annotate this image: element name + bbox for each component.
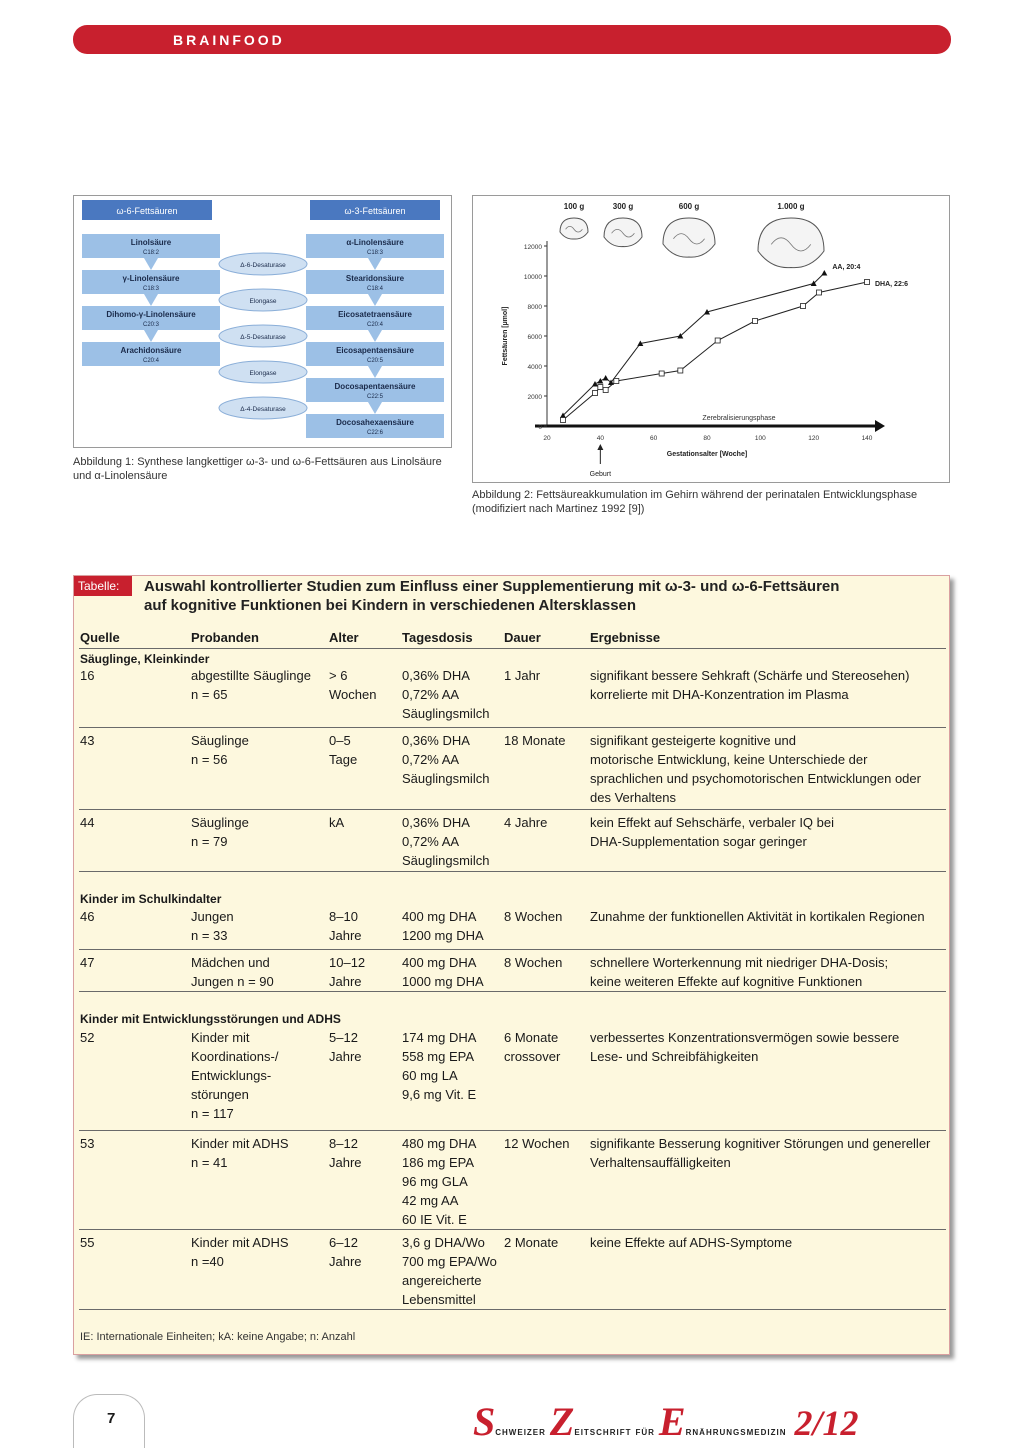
cell-ergebnisse: DHA-Supplementation sogar geringer: [590, 834, 807, 849]
cell-tagesdosis: 1200 mg DHA: [402, 928, 484, 943]
cell-quelle: 53: [80, 1136, 95, 1151]
cell-dauer: 18 Monate: [504, 733, 566, 748]
col-header-probanden: Probanden: [191, 630, 259, 645]
cell-ergebnisse: schnellere Worterkennung mit niedriger DHA-Dosis;: [590, 955, 889, 970]
y-tick-label: 6000: [527, 334, 542, 341]
cell-dauer: crossover: [504, 1049, 561, 1064]
cell-alter: 8–12: [329, 1136, 358, 1151]
cell-probanden: n = 33: [191, 928, 228, 943]
dha-point: [561, 418, 566, 423]
journal-word-4: RNÄHRUNGSMEDIZIN: [685, 1428, 787, 1437]
x-tick-label: 120: [808, 435, 820, 442]
journal-letter-e: E: [658, 1399, 686, 1444]
dha-point: [659, 371, 664, 376]
cell-probanden: Säuglinge: [191, 815, 249, 830]
y-tick-label: 8000: [527, 304, 542, 311]
cell-probanden: Kinder mit: [191, 1030, 250, 1045]
cell-alter: Wochen: [329, 687, 377, 702]
brain-weight-label: 600 g: [678, 202, 700, 211]
cell-probanden: n =40: [191, 1254, 224, 1269]
omega6-box-name: γ-Linolensäure: [122, 274, 180, 283]
dha-point: [603, 388, 608, 393]
omega3-box-code: C20:5: [366, 358, 384, 364]
col-header-quelle: Quelle: [80, 630, 120, 645]
journal-word-2: EITSCHRIFT: [574, 1428, 632, 1437]
dha-trend-line: [563, 282, 867, 420]
aa-series-label: AA, 20:4: [832, 264, 861, 271]
omega6-box-name: Linolsäure: [130, 238, 172, 247]
figure-2-caption: Abbildung 2: Fettsäureakkumulation im Gehirn während der perinatalen Entwicklungsphase (modifiziert nach Martinez 1992 [9]): [472, 489, 918, 515]
cell-probanden: Jungen n = 90: [191, 974, 274, 989]
aa-point: [603, 375, 609, 381]
cell-alter: 8–10: [329, 909, 358, 924]
brain-weight-label: 1.000 g: [777, 202, 805, 211]
cell-ergebnisse: signifikante Besserung kognitiver Störungen und genereller: [590, 1136, 931, 1151]
omega3-box-name: α-Linolensäure: [346, 238, 404, 247]
cell-ergebnisse: korrelierte mit DHA-Konzentration im Plasma: [590, 687, 849, 702]
cell-alter: 5–12: [329, 1030, 358, 1045]
row-rule: [79, 727, 946, 728]
cell-tagesdosis: Säuglingsmilch: [402, 771, 490, 786]
enzyme-label: Elongase: [249, 370, 277, 377]
row-rule: [79, 1130, 946, 1131]
dha-point: [801, 304, 806, 309]
cell-dauer: 1 Jahr: [504, 668, 541, 683]
cell-dauer: 12 Wochen: [504, 1136, 570, 1151]
section-heading: Säuglinge, Kleinkinder: [80, 652, 210, 666]
cell-ergebnisse: motorische Entwicklung, keine Unterschiede der: [590, 752, 868, 767]
y-tick-label: 0: [538, 424, 542, 431]
cell-quelle: 55: [80, 1235, 95, 1250]
cell-probanden: Kinder mit ADHS: [191, 1136, 289, 1151]
journal-word-1: CHWEIZER: [495, 1428, 546, 1437]
brain-icon: [758, 218, 824, 268]
y-tick-label: 4000: [527, 364, 542, 371]
cell-tagesdosis: 3,6 g DHA/Wo: [402, 1235, 485, 1250]
cell-alter: > 6: [329, 668, 348, 683]
cell-tagesdosis: Lebensmittel: [402, 1292, 476, 1307]
omega3-box-code: C18:3: [366, 250, 384, 256]
cell-dauer: 8 Wochen: [504, 909, 563, 924]
cell-alter: Jahre: [329, 1254, 362, 1269]
dha-series-label: DHA, 22:6: [875, 281, 909, 288]
figure-2-fatty-acid-chart: [472, 195, 950, 483]
table-title-line-1: Auswahl kontrollierter Studien zum Einfluss einer Supplementierung mit ω-3- und ω-6-Fettsäuren: [144, 578, 840, 595]
aa-point: [597, 378, 603, 384]
brain-weight-label: 300 g: [612, 202, 634, 211]
brain-icon: [604, 218, 642, 247]
cell-quelle: 46: [80, 909, 95, 924]
cell-dauer: 8 Wochen: [504, 955, 563, 970]
birth-arrowhead: [597, 444, 603, 450]
cell-ergebnisse: keine weiteren Effekte auf kognitive Funktionen: [590, 974, 863, 989]
enzyme-label: Elongase: [249, 298, 277, 305]
cell-quelle: 43: [80, 733, 95, 748]
enzyme-label: Δ-6-Desaturase: [240, 262, 286, 269]
cell-ergebnisse: Lese- und Schreibfähigkeiten: [590, 1049, 759, 1064]
figure-1-caption: Abbildung 1: Synthese langkettiger ω-3- und ω-6-Fettsäuren aus Linolsäure und α-Linolensäure: [73, 456, 442, 482]
col-header-alter: Alter: [329, 630, 359, 645]
x-axis-arrowhead: [875, 420, 885, 432]
cell-tagesdosis: 0,72% AA: [402, 752, 460, 767]
x-tick-label: 140: [861, 435, 873, 442]
omega6-box-name: Arachidonsäure: [120, 346, 182, 355]
cell-tagesdosis: 400 mg DHA: [402, 955, 477, 970]
cell-probanden: n = 41: [191, 1155, 228, 1170]
omega6-box-code: C20:3: [142, 322, 160, 328]
cell-probanden: n = 56: [191, 752, 228, 767]
col-header-ergebnisse: Ergebnisse: [590, 630, 661, 645]
cell-tagesdosis: 480 mg DHA: [402, 1136, 477, 1151]
omega3-box-name: Docosapentaensäure: [334, 382, 416, 391]
journal-letter-s: S: [473, 1399, 496, 1444]
cell-alter: Jahre: [329, 1155, 362, 1170]
section-heading: Kinder mit Entwicklungsstörungen und ADHS: [80, 1012, 341, 1026]
figure-1-synthesis-diagram: [73, 195, 452, 448]
omega6-box-name: Dihomo-γ-Linolensäure: [106, 310, 196, 319]
cell-probanden: n = 65: [191, 687, 228, 702]
omega3-box-name: Docosahexaensäure: [336, 418, 414, 427]
cell-quelle: 16: [80, 668, 95, 683]
journal-issue: 2/12: [794, 1403, 859, 1443]
cell-dauer: 4 Jahre: [504, 815, 548, 830]
omega3-box-code: C22:6: [366, 430, 384, 436]
cell-ergebnisse: des Verhaltens: [590, 790, 677, 805]
row-rule: [79, 871, 946, 872]
cell-ergebnisse: sprachlichen und psychomotorischen Entwicklungen oder: [590, 771, 921, 786]
studies-table-panel: [73, 575, 950, 1355]
dha-point: [593, 391, 598, 396]
cell-alter: Jahre: [329, 1049, 362, 1064]
cell-tagesdosis: Säuglingsmilch: [402, 853, 490, 868]
cell-tagesdosis: angereicherte: [402, 1273, 482, 1288]
y-tick-label: 12000: [523, 244, 542, 251]
omega3-box-name: Stearidonsäure: [345, 274, 405, 283]
page-number: 7: [107, 1410, 116, 1427]
omega3-box-name: Eicosapentaensäure: [336, 346, 414, 355]
brain-weight-label: 100 g: [563, 202, 585, 211]
journal-letter-z: Z: [549, 1399, 575, 1444]
enzyme-label: Δ-4-Desaturase: [240, 406, 286, 413]
cell-alter: kA: [329, 815, 345, 830]
cell-tagesdosis: 0,36% DHA: [402, 668, 470, 683]
section-heading: Kinder im Schulkindalter: [80, 892, 222, 906]
cell-tagesdosis: 0,72% AA: [402, 687, 460, 702]
cell-alter: Tage: [329, 752, 358, 767]
cell-tagesdosis: 9,6 mg Vit. E: [402, 1087, 477, 1102]
x-tick-label: 80: [703, 435, 711, 442]
cell-alter: Jahre: [329, 974, 362, 989]
header-rule: [79, 648, 946, 649]
omega3-box-code: C20:4: [366, 322, 384, 328]
cell-tagesdosis: 186 mg EPA: [402, 1155, 475, 1170]
dha-point: [817, 290, 822, 295]
dha-point: [753, 319, 758, 324]
x-tick-label: 20: [543, 435, 551, 442]
cell-alter: 0–5: [329, 733, 351, 748]
dha-point: [614, 379, 619, 384]
cell-tagesdosis: Säuglingsmilch: [402, 706, 490, 721]
journal-word-3: FÜR: [635, 1428, 655, 1437]
omega6-box-code: C18:2: [142, 250, 160, 256]
cell-tagesdosis: 700 mg EPA/Wo: [402, 1254, 497, 1269]
table-title-line-2: auf kognitive Funktionen bei Kindern in verschiedenen Altersklassen: [144, 597, 637, 614]
row-rule: [79, 949, 946, 950]
dha-point: [598, 385, 603, 390]
cell-probanden: abgestillte Säuglinge: [191, 668, 311, 683]
cell-tagesdosis: 0,36% DHA: [402, 733, 470, 748]
col-header-dauer: Dauer: [504, 630, 541, 645]
omega3-box-name: Eicosatetraensäure: [338, 310, 412, 319]
x-axis-label: Gestationsalter [Woche]: [666, 451, 748, 458]
cell-ergebnisse: signifikant bessere Sehkraft (Schärfe und Stereosehen): [590, 668, 910, 683]
page-number-badge: [73, 1394, 145, 1448]
section-header-band: [73, 25, 951, 54]
cell-quelle: 52: [80, 1030, 95, 1045]
cell-probanden: störungen: [191, 1087, 249, 1102]
row-rule: [79, 1309, 946, 1310]
cell-tagesdosis: 0,72% AA: [402, 834, 460, 849]
row-rule: [79, 1229, 946, 1230]
table-footnote: IE: Internationale Einheiten; kA: keine Angabe; n: Anzahl: [80, 1331, 356, 1343]
phase-annotation: Zerebralisierungsphase: [702, 415, 776, 422]
omega3-box-code: C18:4: [366, 286, 384, 292]
brain-icon: [663, 218, 715, 257]
cell-tagesdosis: 174 mg DHA: [402, 1030, 477, 1045]
cell-probanden: Mädchen und: [191, 955, 270, 970]
y-axis-label: Fettsäuren [µmol]: [502, 306, 509, 366]
fatty-acid-chart-svg: [473, 196, 949, 482]
row-rule: [79, 991, 946, 992]
cell-ergebnisse: verbessertes Konzentrationsvermögen sowie bessere: [590, 1030, 900, 1045]
cell-tagesdosis: 42 mg AA: [402, 1193, 459, 1208]
cell-probanden: n = 79: [191, 834, 228, 849]
journal-name: [473, 1398, 859, 1444]
aa-trend-line: [563, 273, 824, 416]
table-title: [144, 577, 944, 615]
birth-annotation: Geburt: [589, 471, 612, 478]
cell-tagesdosis: 400 mg DHA: [402, 909, 477, 924]
cell-probanden: n = 117: [191, 1106, 234, 1121]
cell-quelle: 44: [80, 815, 95, 830]
dha-point: [865, 280, 870, 285]
cell-probanden: Entwicklungs-: [191, 1068, 272, 1083]
cell-tagesdosis: 96 mg GLA: [402, 1174, 468, 1189]
cell-tagesdosis: 558 mg EPA: [402, 1049, 475, 1064]
cell-dauer: 6 Monate: [504, 1030, 559, 1045]
cell-alter: Jahre: [329, 928, 362, 943]
aa-point: [821, 270, 827, 276]
cell-dauer: 2 Monate: [504, 1235, 559, 1250]
y-tick-label: 2000: [527, 394, 542, 401]
section-title: BRAINFOOD: [173, 32, 285, 48]
cell-ergebnisse: kein Effekt auf Sehschärfe, verbaler IQ bei: [590, 815, 835, 830]
dha-point: [715, 338, 720, 343]
cell-alter: 6–12: [329, 1235, 358, 1250]
x-tick-label: 100: [754, 435, 766, 442]
omega6-box-code: C18:3: [142, 286, 160, 292]
brain-icon: [560, 218, 588, 239]
x-tick-label: 40: [596, 435, 604, 442]
omega3-title: ω-3-Fettsäuren: [344, 206, 406, 216]
x-tick-label: 60: [650, 435, 658, 442]
omega3-box-code: C22:5: [366, 394, 384, 400]
cell-probanden: Säuglinge: [191, 733, 249, 748]
omega6-title: ω-6-Fettsäuren: [116, 206, 178, 216]
synthesis-diagram-svg: [74, 196, 451, 447]
dha-point: [678, 368, 683, 373]
col-header-tagesdosis: Tagesdosis: [402, 630, 473, 645]
cell-probanden: Kinder mit ADHS: [191, 1235, 289, 1250]
cell-ergebnisse: Zunahme der funktionellen Aktivität in kortikalen Regionen: [590, 909, 925, 924]
cell-tagesdosis: 60 IE Vit. E: [402, 1212, 467, 1227]
cell-probanden: Koordinations-/: [191, 1049, 279, 1064]
row-rule: [79, 809, 946, 810]
cell-tagesdosis: 0,36% DHA: [402, 815, 470, 830]
cell-ergebnisse: signifikant gesteigerte kognitive und: [590, 733, 796, 748]
aa-point: [592, 381, 598, 387]
cell-probanden: Jungen: [191, 909, 234, 924]
cell-tagesdosis: 1000 mg DHA: [402, 974, 484, 989]
enzyme-label: Δ-5-Desaturase: [240, 334, 286, 341]
cell-ergebnisse: keine Effekte auf ADHS-Symptome: [590, 1235, 793, 1250]
cell-quelle: 47: [80, 955, 95, 970]
omega6-box-code: C20:4: [142, 358, 160, 364]
cell-tagesdosis: 60 mg LA: [402, 1068, 458, 1083]
cell-alter: 10–12: [329, 955, 366, 970]
cell-ergebnisse: Verhaltensauffälligkeiten: [590, 1155, 731, 1170]
y-tick-label: 10000: [523, 274, 542, 281]
table-label: Tabelle:: [74, 576, 132, 596]
